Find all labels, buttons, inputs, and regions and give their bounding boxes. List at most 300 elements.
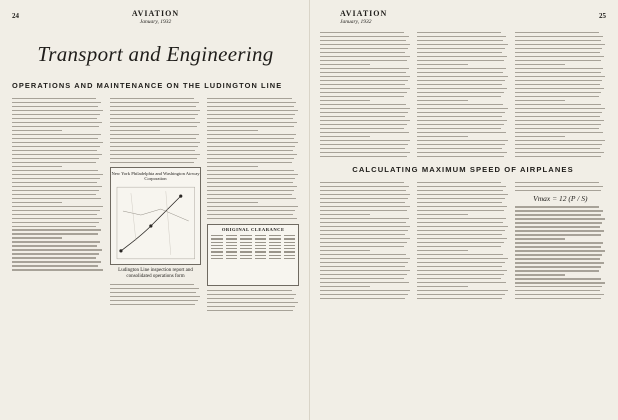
body-text-line	[207, 118, 292, 119]
body-text-line	[12, 146, 100, 147]
body-text-line	[110, 288, 199, 289]
body-text-line	[207, 142, 298, 143]
body-text-line	[515, 116, 600, 117]
body-text-line	[515, 72, 601, 73]
body-text-line	[515, 182, 599, 183]
body-text-line	[417, 76, 507, 77]
body-text-line	[320, 214, 370, 215]
body-text-line	[515, 298, 602, 299]
form-cell	[226, 242, 237, 243]
form-cell	[211, 238, 222, 239]
body-text-line	[320, 56, 410, 57]
body-text-line	[417, 40, 503, 41]
speed-formula: Vmax = 12 (P / S)	[533, 194, 588, 204]
body-text-line	[417, 72, 503, 73]
body-text-line	[320, 44, 410, 45]
body-text-line	[515, 290, 600, 291]
body-text-line	[320, 140, 410, 141]
body-text-line	[515, 226, 600, 227]
body-text-line	[320, 64, 370, 65]
body-text-line	[207, 170, 293, 171]
body-text-line	[320, 234, 405, 235]
body-text-line	[417, 64, 467, 65]
body-text-line	[320, 226, 410, 227]
body-text-line	[12, 118, 97, 119]
form-cell	[269, 242, 280, 243]
body-text-line	[515, 40, 601, 41]
body-text-line	[110, 284, 194, 285]
body-text-line	[417, 56, 507, 57]
body-text-line	[515, 238, 565, 239]
form-cell	[269, 255, 280, 256]
body-text-line	[320, 60, 407, 61]
body-text-line	[417, 218, 506, 219]
body-text-line	[320, 282, 409, 283]
body-text-line	[320, 262, 408, 263]
body-text-line	[12, 138, 98, 139]
form-cell	[255, 251, 266, 252]
map-title: New York Philadelphia and Washington Airway Corporation	[111, 171, 200, 182]
form-cell	[255, 255, 266, 256]
body-text-line	[207, 290, 291, 291]
body-text-line	[417, 250, 467, 251]
body-text-line	[12, 186, 102, 187]
body-text-line	[110, 118, 195, 119]
body-text-line	[515, 52, 600, 53]
body-text-line	[417, 286, 467, 287]
body-text-line	[515, 124, 602, 125]
body-text-line	[320, 144, 408, 145]
form-cell	[284, 255, 295, 256]
body-text-line	[12, 154, 102, 155]
body-text-line	[12, 229, 101, 230]
body-text-line	[417, 194, 507, 195]
right-page	[309, 0, 618, 420]
body-text-line	[515, 84, 600, 85]
body-text-line	[417, 136, 467, 137]
body-text-line	[515, 278, 601, 279]
form-cell	[211, 235, 222, 236]
body-text-line	[207, 106, 293, 107]
body-text-line	[417, 48, 505, 49]
body-text-line	[320, 100, 370, 101]
body-text-line	[417, 238, 507, 239]
body-text-line	[515, 48, 603, 49]
body-text-line	[515, 128, 599, 129]
body-text-line	[515, 206, 599, 207]
body-text-line	[417, 274, 504, 275]
form-cell	[226, 248, 237, 249]
body-text-line	[417, 226, 507, 227]
form-cell	[211, 251, 222, 252]
body-text-line	[12, 222, 99, 223]
body-text-line	[12, 182, 97, 183]
body-text-line	[515, 250, 605, 251]
body-text-line	[207, 306, 295, 307]
body-text-line	[110, 138, 196, 139]
right-upper-columns	[320, 32, 606, 157]
body-text-line	[515, 274, 565, 275]
body-text-line	[515, 44, 605, 45]
body-text-line	[417, 246, 501, 247]
body-text-line	[320, 218, 409, 219]
body-text-line	[417, 290, 507, 291]
body-text-line	[12, 257, 96, 258]
body-text-line	[207, 138, 293, 139]
form-cell	[255, 248, 266, 249]
body-text-line	[320, 152, 410, 153]
body-text-line	[417, 108, 507, 109]
body-text-line	[515, 108, 605, 109]
form-cell	[240, 255, 251, 256]
body-text-line	[207, 150, 292, 151]
body-text-line	[110, 300, 198, 301]
body-text-line	[12, 150, 97, 151]
body-text-line	[515, 282, 605, 283]
body-text-line	[515, 32, 599, 33]
body-text-line	[12, 134, 101, 135]
body-text-line	[12, 210, 100, 211]
body-text-line	[110, 304, 195, 305]
form-cell	[211, 255, 222, 256]
form-cell	[211, 242, 222, 243]
body-text-line	[417, 88, 507, 89]
body-text-line	[110, 292, 196, 293]
body-text-line	[207, 98, 291, 99]
body-text-line	[320, 120, 410, 121]
body-text-line	[12, 245, 97, 246]
form-cell	[284, 248, 295, 249]
body-text-line	[515, 80, 603, 81]
body-text-line	[417, 270, 507, 271]
body-text-line	[12, 98, 96, 99]
body-text-line	[320, 286, 370, 287]
body-text-line	[110, 142, 201, 143]
body-text-line	[320, 250, 370, 251]
body-text-line	[207, 214, 292, 215]
body-text-line	[207, 218, 297, 219]
form-cell	[269, 248, 280, 249]
body-text-line	[320, 186, 409, 187]
body-text-line	[417, 128, 501, 129]
body-text-line	[417, 262, 505, 263]
body-text-line	[12, 110, 103, 111]
clearance-form-grid	[211, 235, 295, 259]
form-cell	[284, 235, 295, 236]
body-text-line	[320, 210, 407, 211]
form-cell	[269, 251, 280, 252]
form-cell	[211, 258, 222, 259]
body-text-line	[417, 206, 507, 207]
form-cell	[240, 238, 251, 239]
clearance-form	[207, 224, 299, 286]
body-text-line	[320, 182, 404, 183]
form-cell	[255, 245, 266, 246]
body-text-line	[417, 68, 506, 69]
body-text-line	[110, 122, 200, 123]
body-text-line	[207, 122, 297, 123]
body-text-line	[320, 88, 410, 89]
body-text-line	[515, 242, 604, 243]
body-text-line	[110, 162, 194, 163]
body-text-line	[515, 104, 601, 105]
body-text-line	[417, 202, 502, 203]
body-text-line	[207, 302, 298, 303]
form-cell	[211, 248, 222, 249]
body-text-line	[417, 36, 506, 37]
body-text-line	[12, 253, 99, 254]
body-text-line	[515, 222, 603, 223]
body-text-line	[110, 106, 196, 107]
body-text-line	[207, 166, 257, 167]
form-cell	[269, 245, 280, 246]
body-text-line	[320, 108, 410, 109]
body-text-line	[417, 266, 502, 267]
body-text-line	[207, 198, 296, 199]
body-text-line	[417, 116, 502, 117]
body-text-line	[12, 214, 97, 215]
body-text-line	[417, 182, 501, 183]
body-text-line	[515, 64, 565, 65]
page-title: Transport and Engineering	[37, 42, 274, 66]
body-text-line	[12, 158, 99, 159]
body-text-line	[515, 210, 604, 211]
body-text-line	[110, 154, 200, 155]
body-text-line	[320, 190, 406, 191]
body-text-line	[207, 126, 294, 127]
right-page-header	[320, 10, 606, 32]
form-cell	[284, 258, 295, 259]
body-text-line	[417, 84, 502, 85]
right-header-date: January, 1932	[340, 18, 372, 25]
body-text-line	[207, 146, 295, 147]
route-map-illustration	[111, 181, 201, 265]
body-text-line	[320, 80, 408, 81]
body-text-line	[207, 178, 295, 179]
body-text-line	[515, 112, 603, 113]
body-text-line	[320, 48, 408, 49]
body-text-line	[320, 124, 407, 125]
body-text-line	[417, 140, 507, 141]
body-text-line	[12, 265, 98, 266]
body-text-line	[320, 266, 405, 267]
body-text-line	[320, 206, 410, 207]
body-text-line	[320, 270, 410, 271]
body-text-line	[320, 112, 408, 113]
form-cell	[226, 258, 237, 259]
body-text-line	[320, 104, 406, 105]
body-text-line	[207, 114, 295, 115]
body-text-line	[207, 206, 298, 207]
body-text-line	[515, 254, 603, 255]
body-text-line	[320, 92, 407, 93]
body-text-line	[320, 294, 408, 295]
body-text-line	[417, 92, 504, 93]
form-cell	[240, 258, 251, 259]
body-text-line	[417, 152, 507, 153]
body-text-line	[320, 68, 409, 69]
body-text-line	[12, 206, 103, 207]
form-cell	[255, 258, 266, 259]
article-column-3	[207, 98, 299, 311]
form-cell	[255, 238, 266, 239]
body-text-line	[515, 100, 565, 101]
body-text-line	[207, 310, 292, 311]
body-text-line	[515, 132, 604, 133]
body-text-line	[110, 130, 160, 131]
form-cell	[284, 242, 295, 243]
right-page-number: 25	[599, 12, 606, 20]
form-cell	[255, 235, 266, 236]
form-cell	[269, 238, 280, 239]
body-text-line	[12, 237, 62, 238]
body-text-line	[320, 32, 404, 33]
form-cell	[226, 245, 237, 246]
body-text-line	[417, 234, 502, 235]
form-cell	[240, 242, 251, 243]
body-text-line	[320, 76, 410, 77]
form-cell	[226, 255, 237, 256]
form-cell	[226, 238, 237, 239]
body-text-line	[320, 156, 407, 157]
body-text-line	[417, 294, 505, 295]
body-text-line	[417, 214, 467, 215]
body-text-line	[417, 258, 507, 259]
form-cell	[284, 238, 295, 239]
body-text-line	[417, 96, 501, 97]
body-text-line	[515, 258, 600, 259]
body-text-line	[12, 142, 103, 143]
body-text-line	[515, 144, 603, 145]
body-text-line	[207, 162, 291, 163]
body-text-line	[12, 233, 98, 234]
body-text-line	[417, 222, 503, 223]
body-text-line	[12, 198, 101, 199]
body-text-line	[110, 102, 199, 103]
body-text-line	[417, 144, 505, 145]
body-text-line	[515, 190, 601, 191]
body-text-line	[515, 88, 605, 89]
body-text-line	[320, 40, 406, 41]
body-text-line	[12, 130, 62, 131]
body-text-line	[12, 106, 98, 107]
left-page-header	[12, 10, 299, 32]
body-text-line	[515, 218, 605, 219]
body-text-line	[320, 202, 405, 203]
body-text-line	[515, 68, 604, 69]
body-text-line	[12, 202, 62, 203]
left-header-date: January, 1932	[139, 18, 172, 25]
body-text-line	[320, 52, 405, 53]
clearance-form-title: ORIGINAL CLEARANCE	[221, 226, 285, 232]
body-text-line	[207, 190, 294, 191]
body-text-line	[207, 102, 296, 103]
body-text-line	[320, 278, 404, 279]
body-text-line	[12, 162, 96, 163]
body-text-line	[12, 261, 101, 262]
body-text-line	[515, 76, 605, 77]
body-text-line	[207, 154, 297, 155]
body-text-line	[12, 114, 100, 115]
body-text-line	[320, 72, 406, 73]
body-text-line	[207, 158, 294, 159]
body-text-line	[12, 241, 100, 242]
body-text-line	[12, 126, 99, 127]
body-text-line	[515, 286, 603, 287]
body-text-line	[320, 238, 410, 239]
body-text-line	[110, 110, 201, 111]
body-text-line	[515, 152, 605, 153]
body-text-line	[207, 210, 295, 211]
body-text-line	[320, 84, 405, 85]
body-text-line	[417, 198, 505, 199]
article-column-2	[110, 98, 202, 311]
body-text-line	[515, 96, 599, 97]
body-text-line	[110, 114, 198, 115]
body-text-line	[417, 186, 506, 187]
body-text-line	[207, 134, 296, 135]
body-text-line	[515, 262, 605, 263]
body-text-line	[207, 186, 297, 187]
body-text-line	[110, 146, 198, 147]
body-text-line	[417, 120, 507, 121]
left-page-number: 24	[12, 12, 19, 20]
body-text-line	[515, 36, 604, 37]
body-text-line	[515, 140, 605, 141]
body-text-line	[417, 230, 505, 231]
body-text-line	[515, 266, 602, 267]
article-column-1	[12, 98, 104, 311]
form-cell	[255, 242, 266, 243]
body-text-line	[320, 194, 410, 195]
body-text-line	[320, 258, 410, 259]
body-text-line	[417, 282, 506, 283]
body-text-line	[515, 294, 605, 295]
body-text-line	[207, 174, 298, 175]
body-text-line	[417, 60, 504, 61]
body-text-line	[515, 234, 602, 235]
body-text-line	[515, 156, 602, 157]
right-header-magazine: AVIATION	[340, 9, 388, 18]
body-text-line	[110, 150, 195, 151]
body-text-line	[110, 158, 197, 159]
form-cell	[269, 258, 280, 259]
body-text-line	[515, 270, 599, 271]
body-text-line	[417, 210, 504, 211]
body-text-line	[12, 190, 99, 191]
body-text-line	[417, 148, 502, 149]
body-text-line	[320, 128, 404, 129]
body-text-line	[417, 104, 503, 105]
body-text-line	[515, 120, 605, 121]
body-text-line	[207, 294, 296, 295]
body-text-line	[417, 32, 501, 33]
body-text-line	[12, 269, 103, 270]
body-text-line	[417, 112, 505, 113]
body-text-line	[515, 214, 601, 215]
body-text-line	[417, 190, 503, 191]
body-text-line	[12, 194, 96, 195]
figure-caption: Ludington Line inspection report and consolidated operations form	[118, 268, 193, 279]
body-text-line	[515, 56, 605, 57]
form-cell	[284, 245, 295, 246]
body-text-line	[515, 60, 602, 61]
body-text-line	[417, 298, 502, 299]
body-text-line	[417, 124, 504, 125]
body-text-line	[320, 132, 409, 133]
body-text-line	[417, 52, 502, 53]
body-text-line	[417, 100, 467, 101]
